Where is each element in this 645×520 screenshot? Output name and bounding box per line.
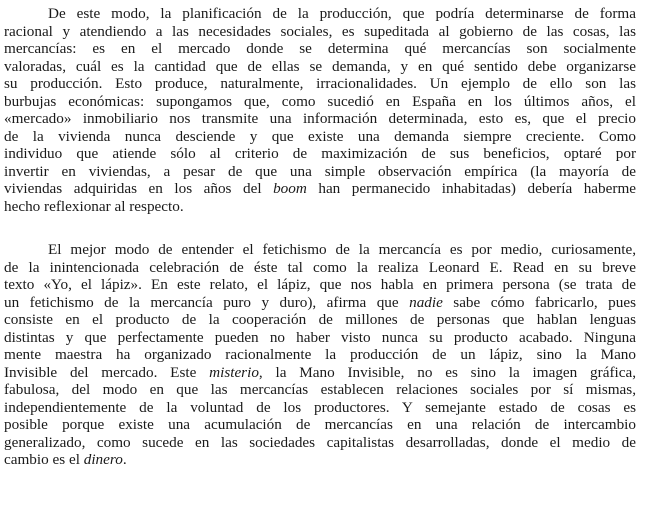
text-line (4, 416, 636, 434)
text-line (4, 163, 636, 181)
italic-term: nadie (409, 293, 443, 311)
text-segment: generalizado, como sucede en las sociedades capitalistas desarrolladas, donde el medio de (4, 433, 636, 451)
text-segment: de la inintencionada celebración de éste tal como la realiza Leonard E. Read en su breve (4, 258, 636, 276)
text-segment: posible porque existe una acumulación de mercancías en una relación de intercambio (4, 416, 636, 433)
text-line (4, 145, 636, 163)
text-segment: cambio es el (4, 451, 84, 468)
italic-term: boom (273, 180, 307, 197)
text-segment: de la vivienda nunca desciende y que existe una demanda siempre creciente. Como (4, 127, 636, 145)
text-line (4, 311, 636, 329)
text-segment: mercancías: es en el mercado donde se determina qué mercancías son socialmente (4, 40, 636, 57)
text-segment: distintas y que perfectamente pueden no haber visto nunca su producto acabado. Ninguna (4, 328, 636, 346)
text-line (4, 128, 636, 146)
text-line (4, 451, 636, 469)
text-line (4, 294, 636, 312)
text-segment: , la Mano Invisible, no es sino la imagen gráfica, (258, 363, 636, 381)
text-line (4, 241, 636, 259)
text-segment: sabe cómo fabricarlo, pues (442, 293, 636, 311)
text-segment: mente maestra ha organizado racionalmente la producción de un lápiz, sino la Mano (4, 346, 636, 363)
text-line (4, 93, 636, 111)
italic-term: misterio (209, 363, 259, 381)
text-segment: texto «Yo, el lápiz». En este relato, el lápiz, que nos habla en primera persona (se trata de (4, 276, 636, 293)
paragraph-2 (4, 241, 636, 469)
text-segment: De este modo, la planificación de la producción, que podría determinarse de forma (48, 5, 636, 22)
text-segment: valoradas, cuál es la cantidad que de ellas se demanda, y en qué sentido debe organizarse (4, 57, 636, 75)
text-segment: consiste en el producto de la cooperación de millones de personas que hablan lenguas (4, 311, 636, 328)
text-line (4, 329, 636, 347)
text-line (4, 58, 636, 76)
text-segment: un fetichismo de la mercancía puro y duro), afirma que (4, 293, 410, 311)
text-line (4, 259, 636, 277)
text-segment: su producción. Esto produce, naturalmente, irracionalidades. Un ejemplo de ello son las (4, 75, 636, 92)
text-segment: viviendas adquiridas en los años del (4, 180, 274, 197)
text-segment: racional y atendiendo a las necesidades sociales, es supeditada al gobierno de las cosas, las (4, 22, 636, 40)
text-line (4, 381, 636, 399)
text-line (4, 180, 636, 198)
text-line (4, 399, 636, 417)
text-segment: han permanecido inhabitadas) debería haberme (306, 180, 636, 197)
italic-term: dinero (83, 451, 123, 468)
text-segment: independientemente de la voluntad de los productores. Y semejante estado de cosas es (4, 398, 636, 416)
text-line (4, 346, 636, 364)
text-line (4, 110, 636, 128)
text-segment: burbujas económicas: supongamos que, como sucedió en España en los últimos años, el (4, 92, 636, 110)
text-segment: fabulosa, del modo en que las mercancías establecen relaciones sociales por sí mismas, (4, 381, 636, 398)
text-segment: invertir en viviendas, a pesar de que una simple observación empírica (la mayoría de (4, 162, 636, 180)
text-line (4, 276, 636, 294)
text-line (4, 434, 636, 452)
text-segment: hecho reflexionar al respecto. (4, 197, 184, 215)
text-segment: «mercado» inmobiliario nos transmite una información determinada, esto es, que el precio (4, 110, 636, 127)
text-segment: individuo que atiende sólo al criterio de maximización de sus beneficios, optaré por (4, 145, 636, 162)
text-segment: Invisible del mercado. Este (4, 363, 210, 381)
text-segment: . (122, 451, 127, 468)
text-line (4, 364, 636, 382)
text-line (4, 23, 636, 41)
text-line (4, 5, 636, 23)
text-line (4, 198, 636, 216)
text-segment: El mejor modo de entender el fetichismo de la mercancía es por medio, curiosamente, (48, 241, 636, 258)
paragraph-1 (4, 5, 636, 215)
text-line (4, 40, 636, 58)
text-line (4, 75, 636, 93)
